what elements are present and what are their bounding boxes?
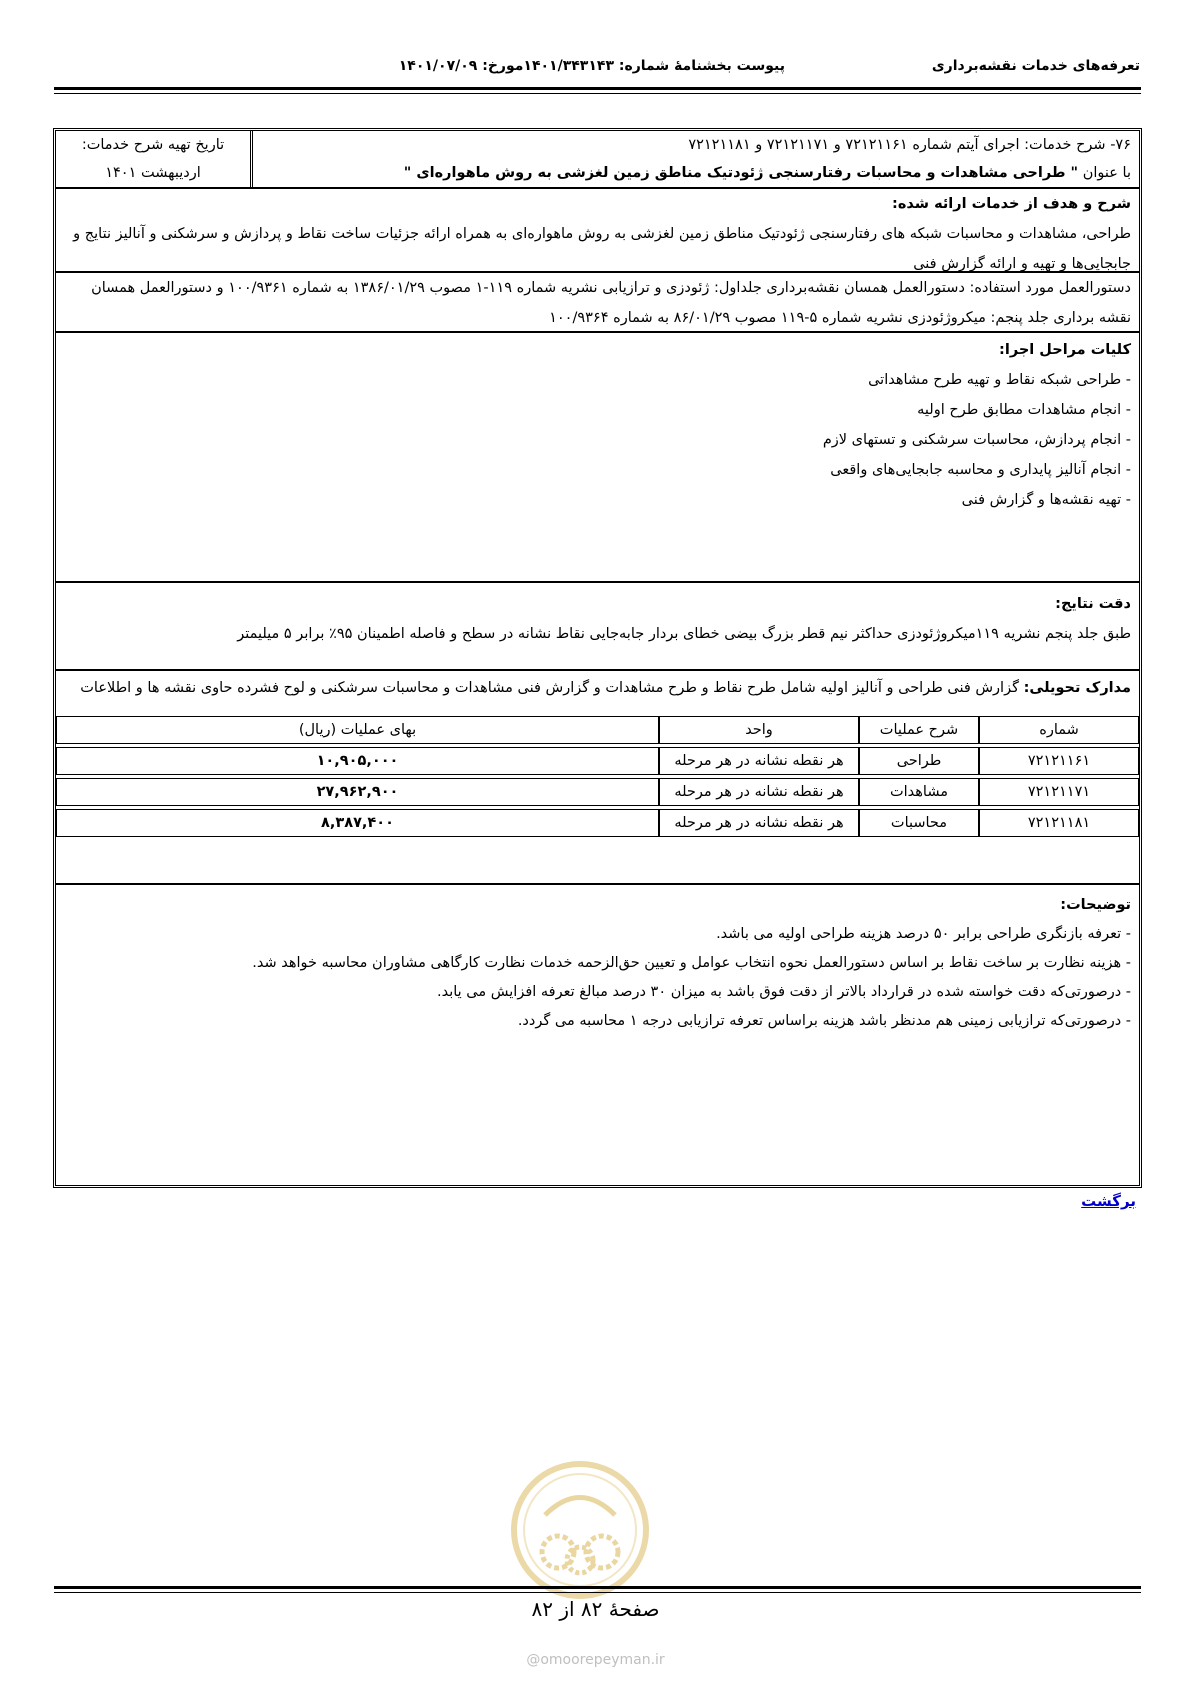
goal-line-1: طراحی، مشاهدات و محاسبات شبکه های رفتارسنجی ژئودتیک مناطق زمین لغزشی به روش ماهواره‌ای به همراه ارائه جزئیات ساخت نقاط و پردازش و سرشکنی و آنالیز نتایج و [73,226,1131,242]
operations-table [56,713,1139,840]
header-unit: واحد [659,716,859,744]
page-number: صفحهٔ ۸۲ از ۸۲ [531,1597,660,1621]
cell-unit: هر نقطه نشانه در هر مرحله [659,809,859,837]
header-rule-thin [54,93,1141,94]
step-item: - طراحی شبکه نقاط و تهیه طرح مشاهداتی [868,372,1131,388]
header-operation: شرح عملیات [859,716,979,744]
goal-heading: شرح و هدف از خدمات ارائه شده: [892,196,1131,212]
note-item: - درصورتی‌که دقت خواسته شده در قرارداد بالاتر از دقت فوق باشد به میزان ۳۰ درصد مبالغ تعرفه افزایش می یابد. [436,984,1131,1000]
cell-number: ۷۲۱۲۱۱۶۱ [979,747,1139,775]
site-watermark: @omoorepeyman.ir [526,1652,665,1668]
title-section [56,131,1139,189]
header-number: شماره [979,716,1139,744]
header-price: بهای عملیات (ریال) [56,716,659,744]
standard-section [56,273,1139,333]
footer-rule-thick [54,1586,1141,1589]
cell-number: ۷۲۱۲۱۱۸۱ [979,809,1139,837]
note-item: - تعرفه بازنگری طراحی برابر ۵۰ درصد هزینه طراحی اولیه می باشد. [716,926,1131,942]
accuracy-heading: دقت نتایج: [1055,596,1131,612]
step-item: - تهیه نقشه‌ها و گزارش فنی [961,492,1131,508]
step-item: - انجام مشاهدات مطابق طرح اولیه [917,402,1131,418]
cell-operation: طراحی [859,747,979,775]
cell-unit: هر نقطه نشانه در هر مرحله [659,747,859,775]
footer-rule-thin [54,1592,1141,1593]
accuracy-section [56,583,1139,671]
table-header-row [56,716,1139,744]
steps-heading: کلیات مراحل اجرا: [999,342,1131,358]
header-circular-ref: پیوست بخشنامهٔ شماره: ۱۴۰۱/۳۴۳۱۴۳مورخ: ۱۴۰۱/۰۷/۰۹ [398,58,785,74]
table-row [56,778,1139,806]
accuracy-text: طبق جلد پنجم نشریه ۱۱۹میکروژئودزی حداکثر نیم قطر بزرگ بیضی خطای بردار جابه‌جایی نقاط نشانه در سطح و فاصله اطمینان ۹۵٪ برابر ۵ میلیمتر [237,626,1131,642]
publisher-seal-watermark [510,1460,650,1600]
cell-price: ۸,۳۸۷,۴۰۰ [56,809,659,837]
back-link[interactable]: برگشت [1081,1192,1136,1210]
date-value: اردیبهشت ۱۴۰۱ [105,165,201,181]
cell-price: ۱۰,۹۰۵,۰۰۰ [56,747,659,775]
note-item: - هزینه نظارت بر ساخت نقاط بر اساس دستورالعمل نحوه انتخاب عوامل و تعیین حق‌الزحمه خدمات نظارت کارگاهی مشاوران محاسبه خواهد شد. [252,955,1131,971]
table-row [56,747,1139,775]
notes-heading: توضیحات: [1060,897,1131,913]
cell-unit: هر نقطه نشانه در هر مرحله [659,778,859,806]
cell-number: ۷۲۱۲۱۱۷۱ [979,778,1139,806]
page-header [55,58,1140,80]
goal-line-2: جابجایی‌ها و تهیه و ارائه گزارش فنی [913,256,1131,272]
header-rule-thick [54,87,1141,90]
preparation-date-box [56,131,253,189]
cell-operation: مشاهدات [859,778,979,806]
service-description-frame [53,128,1142,1188]
title-line-items: ۷۶- شرح خدمات: اجرای آیتم شماره ۷۲۱۲۱۱۶۱ و ۷۲۱۲۱۱۷۱ و ۷۲۱۲۱۱۸۱ [688,137,1131,153]
note-item: - درصورتی‌که ترازیابی زمینی هم مدنظر باشد هزینه براساس تعرفه ترازیابی درجه ۱ محاسبه می گردد. [517,1013,1131,1029]
header-title: تعرفه‌های خدمات نقشه‌برداری [931,58,1140,74]
standard-line-1: دستورالعمل مورد استفاده: دستورالعمل همسان نقشه‌برداری جلداول: ژئودزی و ترازیابی نشریه شماره ۱۱۹-۱ مصوب ۱۳۸۶/۰۱/۲۹ به شماره ۱۰۰/۹۳۶۱ و دستورالعمل همسان [91,280,1131,296]
cell-price: ۲۷,۹۶۲,۹۰۰ [56,778,659,806]
date-label: تاریخ تهیه شرح خدمات: [81,137,225,153]
title-line-subject: با عنوان " طراحی مشاهدات و محاسبات رفتارسنجی ژئودتیک مناطق زمین لغزشی به روش ماهواره‌ای " [403,165,1131,181]
standard-line-2: نقشه برداری جلد پنجم: میکروژئودزی نشریه شماره ۵-۱۱۹ مصوب ۸۶/۰۱/۲۹ به شماره ۱۰۰/۹۳۶۴ [549,310,1131,326]
steps-section [56,333,1139,583]
step-item: - انجام آنالیز پایداری و محاسبه جابجایی‌های واقعی [830,462,1131,478]
cell-operation: محاسبات [859,809,979,837]
goal-section [56,189,1139,273]
deliverables-text: گزارش فنی طراحی و آنالیز اولیه شامل طرح نقاط و طرح مشاهدات و گزارش فنی مشاهدات و محاسبات سرشکنی و لوح فشرده حاوی نقشه ها و اطلاعات [80,680,1024,696]
table-bottom-rule [56,883,1139,885]
step-item: - انجام پردازش، محاسبات سرشکنی و تستهای لازم [822,432,1131,448]
table-row [56,809,1139,837]
notes-section [56,891,1139,1036]
deliverables-section [56,671,1139,711]
deliverables-label: مدارک تحویلی: [1023,680,1131,696]
